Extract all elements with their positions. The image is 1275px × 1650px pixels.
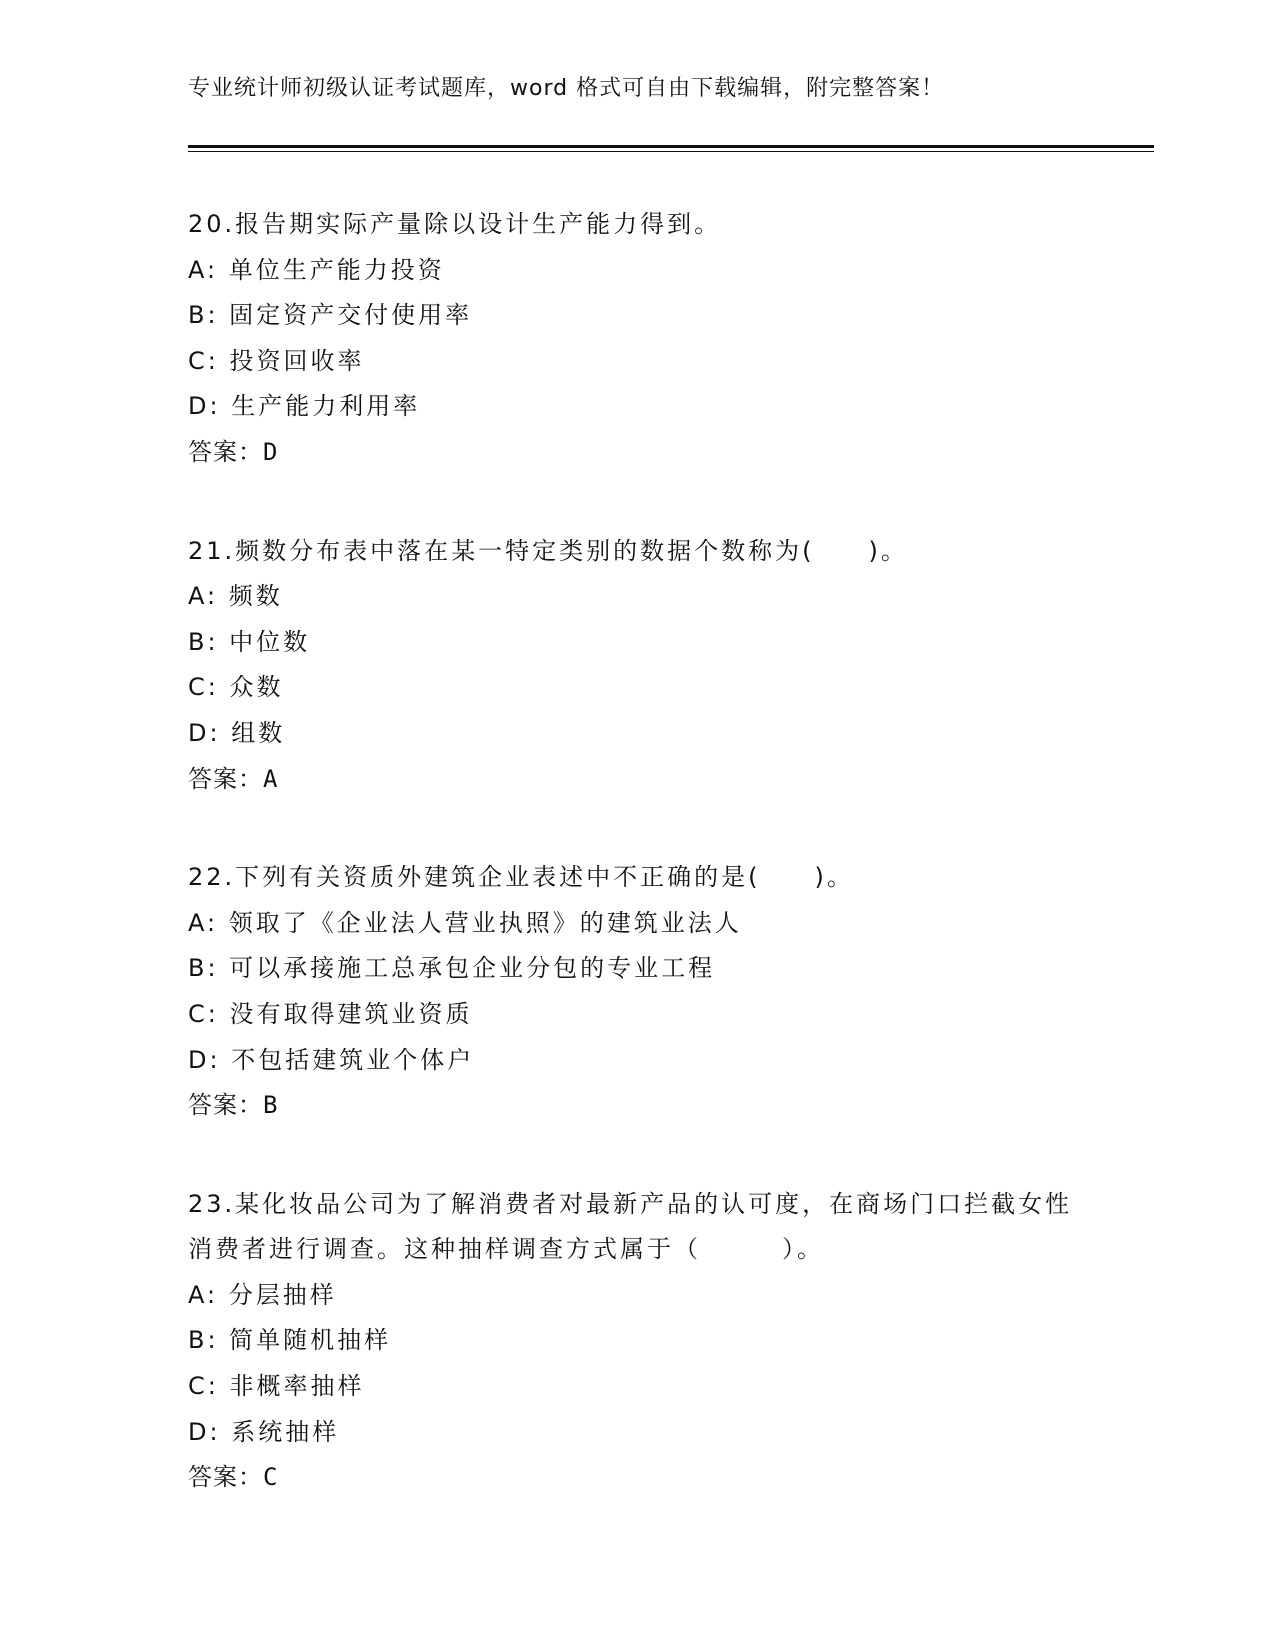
question-23 (188, 1182, 1088, 1501)
question-text: 23.某化妆品公司为了解消费者对最新产品的认可度，在商场门口拦截女性消费者进行调查。这种抽样调查方式属于（ ）。 (188, 1189, 1073, 1264)
answer-line (188, 430, 1088, 476)
option-a: A: 领取了《企业法人营业执照》的建筑业法人 (188, 908, 742, 937)
question-text: 22.下列有关资质外建筑企业表述中不正确的是( )。 (188, 863, 854, 892)
option-c: C: 投资回收率 (188, 346, 365, 375)
option-a: A: 频数 (188, 582, 283, 611)
header-rule-thick (188, 145, 1154, 148)
option-c: C: 没有取得建筑业资质 (188, 999, 473, 1028)
option-a: A: 分层抽样 (188, 1280, 337, 1309)
answer-line (188, 1083, 1088, 1129)
option-d: D: 系统抽样 (188, 1417, 340, 1446)
option-a: A: 单位生产能力投资 (188, 255, 445, 284)
option-d: D: 生产能力利用率 (188, 392, 421, 421)
answer-label: 答案： (188, 764, 263, 793)
question-20 (188, 202, 1088, 476)
option-b: B: 中位数 (188, 627, 311, 656)
option-b: B: 可以承接施工总承包企业分包的专业工程 (188, 954, 716, 983)
answer-value: A (263, 764, 279, 793)
answer-line (188, 757, 1088, 803)
answer-line (188, 1455, 1088, 1501)
question-text: 20.报告期实际产量除以设计生产能力得到。 (188, 210, 722, 238)
answer-value: C (263, 1463, 279, 1492)
option-b: B: 固定资产交付使用率 (188, 301, 473, 330)
option-d: D: 组数 (188, 718, 286, 747)
option-c: C: 众数 (188, 673, 284, 702)
question-21 (188, 529, 1088, 803)
answer-value: B (263, 1091, 279, 1120)
question-text: 21.频数分布表中落在某一特定类别的数据个数称为( )。 (188, 536, 908, 565)
answer-value: D (263, 437, 279, 466)
question-22 (188, 855, 1088, 1129)
answer-label: 答案： (188, 1463, 263, 1492)
header-rule-thin (188, 151, 1154, 152)
answer-label: 答案： (188, 437, 263, 466)
option-c: C: 非概率抽样 (188, 1372, 365, 1401)
option-b: B: 简单随机抽样 (188, 1326, 392, 1355)
page-header: 专业统计师初级认证考试题库，word 格式可自由下载编辑，附完整答案！ (188, 76, 945, 101)
answer-label: 答案： (188, 1091, 263, 1120)
question-list (188, 202, 1088, 1554)
option-d: D: 不包括建筑业个体户 (188, 1045, 475, 1074)
